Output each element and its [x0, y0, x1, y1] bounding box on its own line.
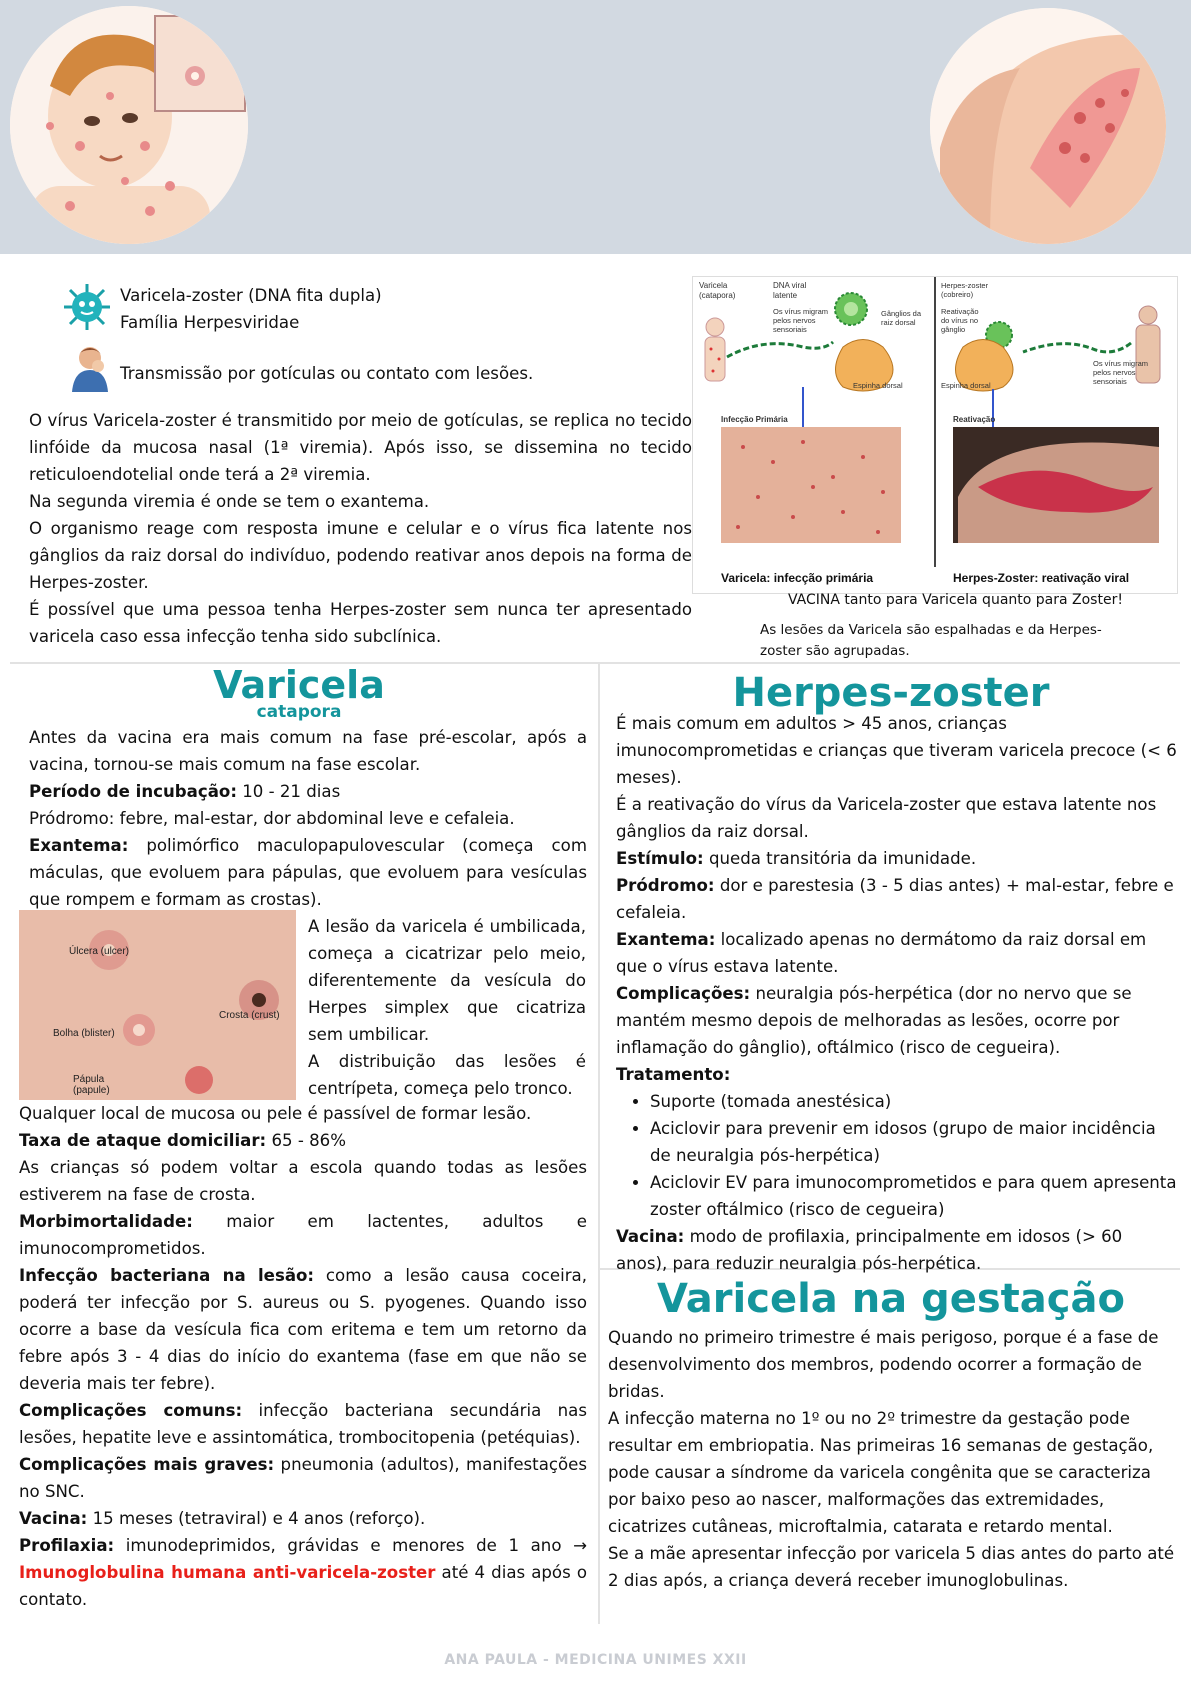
- incubacao-value: 10 - 21 dias: [236, 782, 341, 801]
- diagram-label: DNA viral latente: [773, 281, 807, 300]
- herpes-line: É mais comum em adultos > 45 anos, crianças imunocomprometidas e crianças que tiveram varicela precoce (< 6 meses).: [616, 714, 1177, 787]
- gestacao-paragraph: Se a mãe apresentar infecção por varicela 5 dias antes do parto até 2 dias após, a criança deverá receber imunoglobulinas.: [608, 1544, 1175, 1590]
- herpes-vacina: [616, 1223, 1178, 1277]
- varicela-zoster-diagram: [692, 276, 1178, 594]
- varicela-top: [29, 724, 587, 913]
- taxa: [19, 1127, 587, 1154]
- complic-value: neuralgia pós-herpética (dor no nervo que se mantém mesmo depois de melhoradas as lesões, ocorre por inflamação do gânglio), oftálmico (risco de cegueira).: [616, 984, 1132, 1057]
- tratamento-list: [616, 1088, 1178, 1223]
- morbi-value: maior em lactentes, adultos e imunocomprometidos.: [19, 1212, 587, 1258]
- prodromo-label: Pródromo:: [616, 876, 715, 895]
- vacina-value: modo de profilaxia, principalmente em idosos (> 60 anos), para reduzir neuralgia pós-herpética.: [616, 1227, 1123, 1273]
- varicela-subtitle: catapora: [256, 702, 342, 722]
- diagram-label: Espinha dorsal: [941, 381, 991, 390]
- list-item: • Suporte (tomada anestésica): [650, 1088, 1178, 1115]
- virus-icon: [62, 282, 112, 336]
- exantema-value: localizado apenas no dermátomo da raiz dorsal em que o vírus estava latente.: [616, 930, 1147, 976]
- divider: [598, 664, 600, 1624]
- photo-label: Pápula (papule): [73, 1074, 110, 1096]
- lesion-photo: [19, 910, 296, 1100]
- prodromo-value: dor e parestesia (3 - 5 dias antes) + mal-estar, febre e cefaleia.: [616, 876, 1174, 922]
- estimulo: [616, 845, 1178, 872]
- profilaxia-label: Profilaxia:: [19, 1536, 115, 1555]
- vacina-value: 15 meses (tetraviral) e 4 anos (reforço).: [87, 1509, 426, 1528]
- infeccao-value: como a lesão causa coceira, poderá ter infecção por S. aureus ou S. pyogenes. Quando isso ocorre a base da vesícula fica com eritema e tem um retorno da febre após 3 - 4 dias do início do exantema (fase em que não se deveria mais ter febre).: [19, 1266, 587, 1393]
- virus-name: Varicela-zoster (DNA fita dupla): [120, 286, 382, 305]
- morbi-label: Morbimortalidade:: [19, 1212, 193, 1231]
- gestacao-title: Varicela na gestação: [657, 1276, 1125, 1322]
- list-item: • Aciclovir para prevenir em idosos (grupo de maior incidência de neuralgia pós-herpética): [650, 1115, 1178, 1169]
- diagram-label: Gânglios da raiz dorsal: [881, 309, 922, 327]
- profilaxia: [19, 1532, 587, 1613]
- distribuicao-text: A distribuição das lesões é centrípeta, começa pelo tronco.: [308, 1052, 586, 1098]
- lesao-text: A lesão da varicela é umbilicada, começa a cicatrizar pelo meio, diferentemente da vesícula do Herpes simplex que cicatriza sem umbilicar.: [308, 917, 586, 1044]
- vacina-note: VACINA tanto para Varicela quanto para Zoster!: [788, 592, 1123, 608]
- photo-label: Bolha (blister): [53, 1028, 115, 1039]
- photo-label: Crosta (crust): [219, 1010, 280, 1021]
- taxa-value: 65 - 86%: [266, 1131, 347, 1150]
- herpes-exantema: [616, 926, 1178, 980]
- list-item: • Aciclovir EV para imunocomprometidos e para quem apresenta zoster oftálmico (risco de cegueira): [650, 1169, 1178, 1223]
- infeccao-bacteriana: [19, 1262, 587, 1397]
- exantema: [29, 832, 587, 913]
- exantema-value: polimórfico maculopapulovescular (começa com máculas, que evoluem para pápulas, que evoluem para vesículas que rompem e formam as crostas).: [29, 836, 587, 909]
- comp-graves-value: pneumonia (adultos), manifestações no SNC.: [19, 1455, 587, 1501]
- tratamento-label: Tratamento:: [616, 1065, 731, 1084]
- diagram-caption-right: Herpes-Zoster: reativação viral: [953, 571, 1130, 585]
- gestacao-paragraph: A infecção materna no 1º ou no 2º trimestre da gestação pode resultar em embriopatia. Nas primeiras 16 semanas de gestação, pode causar a síndrome da varicela congênita que se caracteriza por baixo peso ao nascer, malformações das extremidades, cicatrizes cutâneas, microftalmia, catarata e retardo mental.: [608, 1409, 1154, 1536]
- header-banner: [0, 0, 1191, 254]
- diagram-label: Os vírus migram pelos nervos sensoriais: [1093, 359, 1149, 386]
- back-zoster-illustration: [930, 8, 1166, 244]
- incubacao: [29, 778, 587, 805]
- profilaxia-highlight: Imunoglobulina humana anti-varicela-zoster: [19, 1563, 436, 1582]
- exantema-label: Exantema:: [616, 930, 716, 949]
- comp-graves-label: Complicações mais graves:: [19, 1455, 275, 1474]
- intro-paragraph: O vírus Varicela-zoster é transmitido por meio de gotículas, se replica no tecido linfóide da mucosa nasal (1ª viremia). Após isso, se dissemina no tecido reticuloendotelial onde terá a 2ª viremia.: [29, 411, 692, 484]
- varicela-intro: Antes da vacina era mais comum na fase pré-escolar, após a vacina, tornou-se mais comum na fase escolar.: [29, 728, 587, 774]
- comp-comuns-label: Complicações comuns:: [19, 1401, 243, 1420]
- profilaxia-value: imunodeprimidos, grávidas e menores de 1 ano →: [114, 1536, 587, 1555]
- comp-comuns-value: infecção bacteriana secundária nas lesões, hepatite leve e assintomática, trombocitopenia (petéquias).: [19, 1401, 587, 1447]
- criancas-text: As crianças só podem voltar a escola quando todas as lesões estiverem na fase de crosta.: [19, 1158, 587, 1204]
- herpes-line: É a reativação do vírus da Varicela-zoster que estava latente nos gânglios da raiz dorsal.: [616, 795, 1157, 841]
- footer-credit: ANA PAULA - MEDICINA UNIMES XXII: [444, 1652, 747, 1668]
- herpes-body: [616, 710, 1178, 1277]
- herpes-prodromo: [616, 872, 1178, 926]
- varicela-title: Varicela: [213, 663, 385, 707]
- vacina-label: Vacina:: [19, 1509, 88, 1528]
- complicacoes-comuns: [19, 1397, 587, 1451]
- complic-label: Complicações:: [616, 984, 751, 1003]
- vacina-label: Vacina:: [616, 1227, 685, 1246]
- morbimortalidade: [19, 1208, 587, 1262]
- gestacao-body: [608, 1324, 1178, 1594]
- exantema-label: Exantema:: [29, 836, 129, 855]
- transmission-text: Transmissão por gotículas ou contato com lesões.: [120, 364, 534, 383]
- estimulo-value: queda transitória da imunidade.: [703, 849, 977, 868]
- diagram-label: Infecção Primária: [721, 415, 788, 424]
- varicela-bottom: [19, 1100, 587, 1613]
- estimulo-label: Estímulo:: [616, 849, 704, 868]
- incubacao-label: Período de incubação:: [29, 782, 237, 801]
- mucosa-text: Qualquer local de mucosa ou pele é passível de formar lesão.: [19, 1104, 532, 1123]
- diagram-label: Reativação do vírus no gânglio: [941, 307, 979, 334]
- diagram-caption-left: Varicela: infecção primária: [721, 571, 874, 585]
- lesions-note: As lesões da Varicela são espalhadas e da Herpes-zoster são agrupadas.: [760, 622, 1102, 659]
- diagram-label: Varicela (catapora): [699, 281, 736, 300]
- prodromo: Pródromo: febre, mal-estar, dor abdominal leve e cefaleia.: [29, 809, 515, 828]
- cough-person-icon: [68, 344, 114, 396]
- vacina: [19, 1505, 587, 1532]
- profilaxia-tail: até 4 dias após o contato.: [19, 1563, 587, 1609]
- taxa-label: Taxa de ataque domiciliar:: [19, 1131, 267, 1150]
- photo-label: Úlcera (ulcer): [69, 946, 130, 957]
- intro-body: [29, 407, 692, 650]
- virus-family: Família Herpesviridae: [120, 313, 300, 332]
- diagram-label: Herpes-zoster (cobreiro): [941, 281, 989, 299]
- diagram-label: Espinha dorsal: [853, 381, 903, 390]
- lesao-description: [308, 913, 586, 1102]
- herpes-complicacoes: [616, 980, 1178, 1061]
- intro-paragraph: O organismo reage com resposta imune e celular e o vírus fica latente nos gânglios da raiz dorsal do indivíduo, podendo reativar anos depois na forma de Herpes-zoster.: [29, 519, 692, 592]
- diagram-label: Reativação: [953, 415, 996, 424]
- tratamento-heading: [616, 1061, 1178, 1088]
- intro-paragraph: É possível que uma pessoa tenha Herpes-zoster sem nunca ter apresentado varicela caso essa infecção tenha sido subclínica.: [29, 600, 692, 646]
- herpes-title: Herpes-zoster: [732, 670, 1050, 716]
- diagram-label: Os vírus migram pelos nervos sensoriais: [773, 307, 829, 334]
- intro-paragraph: Na segunda viremia é onde se tem o exantema.: [29, 492, 430, 511]
- child-rash-illustration: [10, 6, 248, 244]
- complicacoes-graves: [19, 1451, 587, 1505]
- gestacao-paragraph: Quando no primeiro trimestre é mais perigoso, porque é a fase de desenvolvimento dos membros, podendo ocorrer a formação de bridas.: [608, 1328, 1159, 1401]
- infeccao-label: Infecção bacteriana na lesão:: [19, 1266, 315, 1285]
